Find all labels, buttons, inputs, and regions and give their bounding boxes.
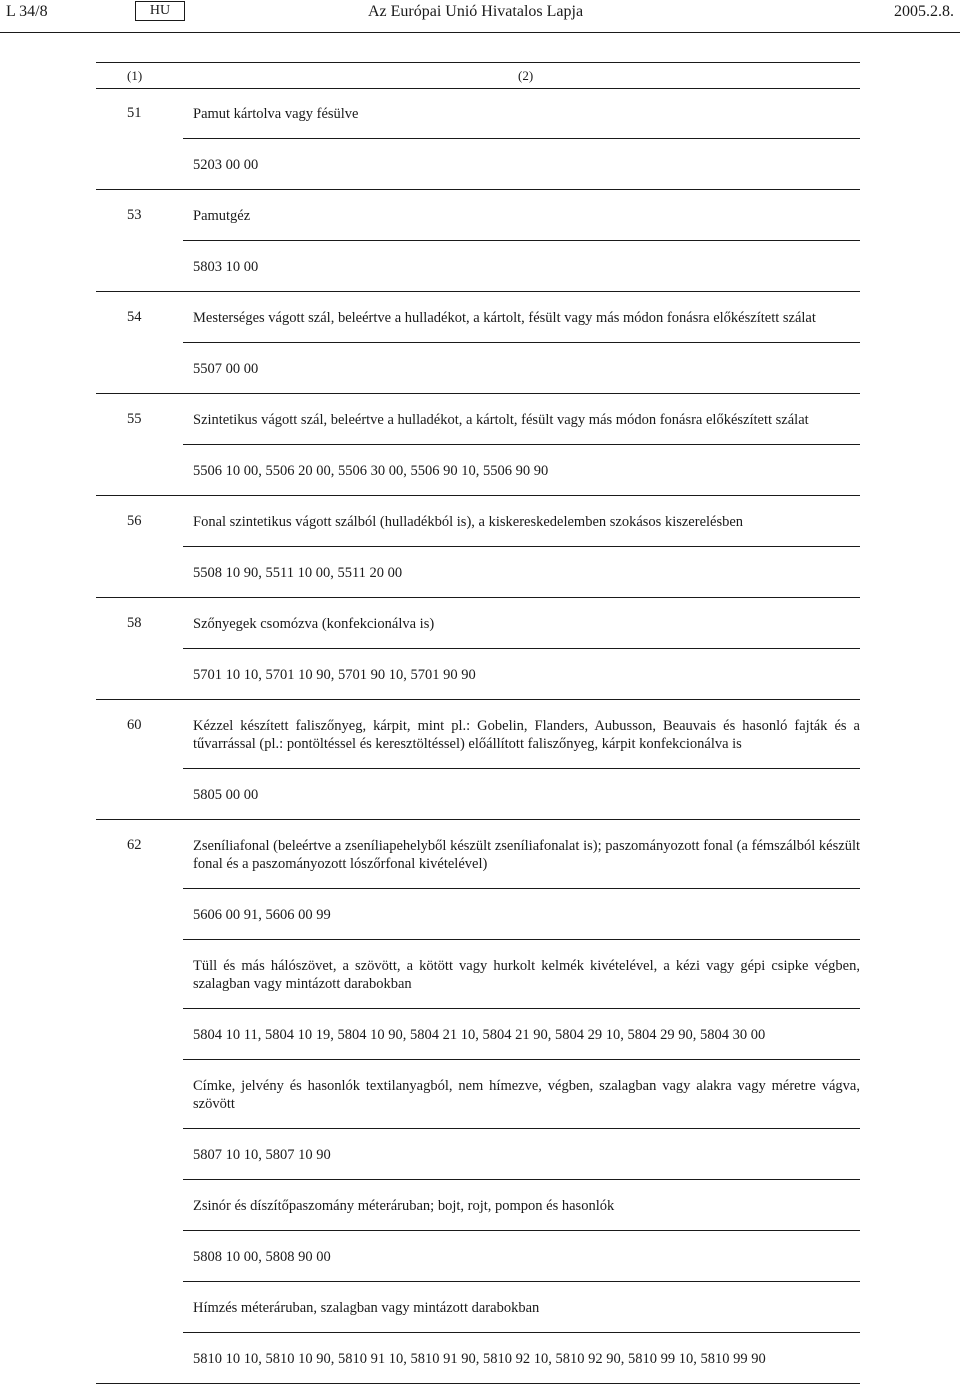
row-codes: 5203 00 00 bbox=[193, 157, 259, 173]
row-codes: 5803 10 00 bbox=[193, 259, 259, 275]
row-inner-rule bbox=[183, 1128, 860, 1129]
row-number: 58 bbox=[127, 615, 142, 631]
row-description: Hímzés méteráruban, szalagban vagy mintázott darabokban bbox=[193, 1300, 540, 1316]
row-description: Fonal szintetikus vágott szálból (hulladékból is), a kiskereskedelemben szokásos kiszerelésben bbox=[193, 514, 744, 530]
table-bottom-rule bbox=[96, 1383, 860, 1384]
row-description: Pamutgéz bbox=[193, 208, 251, 224]
row-separator bbox=[96, 699, 860, 700]
row-number: 54 bbox=[127, 309, 142, 325]
row-codes: 5508 10 90, 5511 10 00, 5511 20 00 bbox=[193, 565, 403, 581]
row-separator bbox=[96, 291, 860, 292]
row-description: Kézzel készített faliszőnyeg, kárpit, mint pl.: Gobelin, Flanders, Aubusson, Beauvais és hasonló fajták és a tűvarrással (pl.: pontöltéssel és keresztöltéssel) előállított faliszőnyeg, kárpit konfekcionálva is bbox=[193, 718, 860, 752]
row-description: Szintetikus vágott szál, beleértve a hulladékot, a kártolt, fésült vagy más módon fonásra előkészített szálat bbox=[193, 412, 809, 428]
publication-date: 2005.2.8. bbox=[894, 3, 954, 20]
row-inner-rule bbox=[183, 342, 860, 343]
row-inner-rule bbox=[183, 648, 860, 649]
page-reference: L 34/8 bbox=[6, 3, 48, 20]
row-description: Szőnyegek csomózva (konfekcionálva is) bbox=[193, 616, 435, 632]
row-separator bbox=[96, 495, 860, 496]
row-inner-rule bbox=[183, 240, 860, 241]
row-number: 51 bbox=[127, 105, 142, 121]
row-inner-rule bbox=[183, 1008, 860, 1009]
row-number: 60 bbox=[127, 717, 142, 733]
journal-title: Az Európai Unió Hivatalos Lapja bbox=[368, 3, 584, 20]
row-number: 53 bbox=[127, 207, 142, 223]
row-inner-rule bbox=[183, 444, 860, 445]
row-codes: 5804 10 11, 5804 10 19, 5804 10 90, 5804 21 10, 5804 21 90, 5804 29 10, 5804 29 90, 5804 30 00 bbox=[193, 1027, 766, 1043]
language-badge: HU bbox=[135, 1, 185, 21]
row-inner-rule bbox=[183, 138, 860, 139]
row-inner-rule bbox=[183, 888, 860, 889]
row-description: Zsinór és díszítőpaszomány méteráruban; bojt, rojt, pompon és hasonlók bbox=[193, 1198, 615, 1214]
table-top-rule bbox=[96, 62, 860, 63]
row-inner-rule bbox=[183, 1230, 860, 1231]
row-codes: 5805 00 00 bbox=[193, 787, 259, 803]
row-description: Pamut kártolva vagy fésülve bbox=[193, 106, 359, 122]
row-codes: 5606 00 91, 5606 00 99 bbox=[193, 907, 331, 923]
row-inner-rule bbox=[183, 768, 860, 769]
column-2-heading: (2) bbox=[518, 68, 534, 83]
row-inner-rule bbox=[183, 939, 860, 940]
row-separator bbox=[96, 597, 860, 598]
row-inner-rule bbox=[183, 1332, 860, 1333]
row-separator bbox=[96, 819, 860, 820]
row-codes: 5507 00 00 bbox=[193, 361, 259, 377]
row-codes: 5810 10 10, 5810 10 90, 5810 91 10, 5810 91 90, 5810 92 10, 5810 92 90, 5810 99 10, 5810 99 90 bbox=[193, 1351, 766, 1367]
row-codes: 5808 10 00, 5808 90 00 bbox=[193, 1249, 331, 1265]
table-head-rule bbox=[96, 88, 860, 89]
row-inner-rule bbox=[183, 1179, 860, 1180]
row-description: Mesterséges vágott szál, beleértve a hulladékot, a kártolt, fésült vagy más módon fonásra előkészített szálat bbox=[193, 310, 816, 326]
row-description: Címke, jelvény és hasonlók textilanyagból, nem hímezve, végben, szalagban vagy alakra vagy méretre vágva, szövött bbox=[193, 1078, 860, 1112]
row-description: Tüll és más hálószövet, a szövött, a kötött vagy hurkolt kelmék kivételével, a kézi vagy gépi csipke végben, szalagban vagy mintázott darabokban bbox=[193, 958, 860, 992]
row-codes: 5506 10 00, 5506 20 00, 5506 30 00, 5506 90 10, 5506 90 90 bbox=[193, 463, 549, 479]
row-number: 56 bbox=[127, 513, 142, 529]
row-description: Zseníliafonal (beleértve a zseníliapehelyből készült zseníliafonalat is); paszományozott fonal (a fémszálból készült fonal és a paszományozott lószőrfonal kivételével) bbox=[193, 838, 860, 872]
column-1-heading: (1) bbox=[127, 68, 143, 83]
row-separator bbox=[96, 189, 860, 190]
row-codes: 5807 10 10, 5807 10 90 bbox=[193, 1147, 331, 1163]
row-number: 55 bbox=[127, 411, 142, 427]
row-codes: 5701 10 10, 5701 10 90, 5701 90 10, 5701 90 90 bbox=[193, 667, 476, 683]
row-separator bbox=[96, 393, 860, 394]
row-inner-rule bbox=[183, 546, 860, 547]
row-inner-rule bbox=[183, 1281, 860, 1282]
row-number: 62 bbox=[127, 837, 142, 853]
row-inner-rule bbox=[183, 1059, 860, 1060]
